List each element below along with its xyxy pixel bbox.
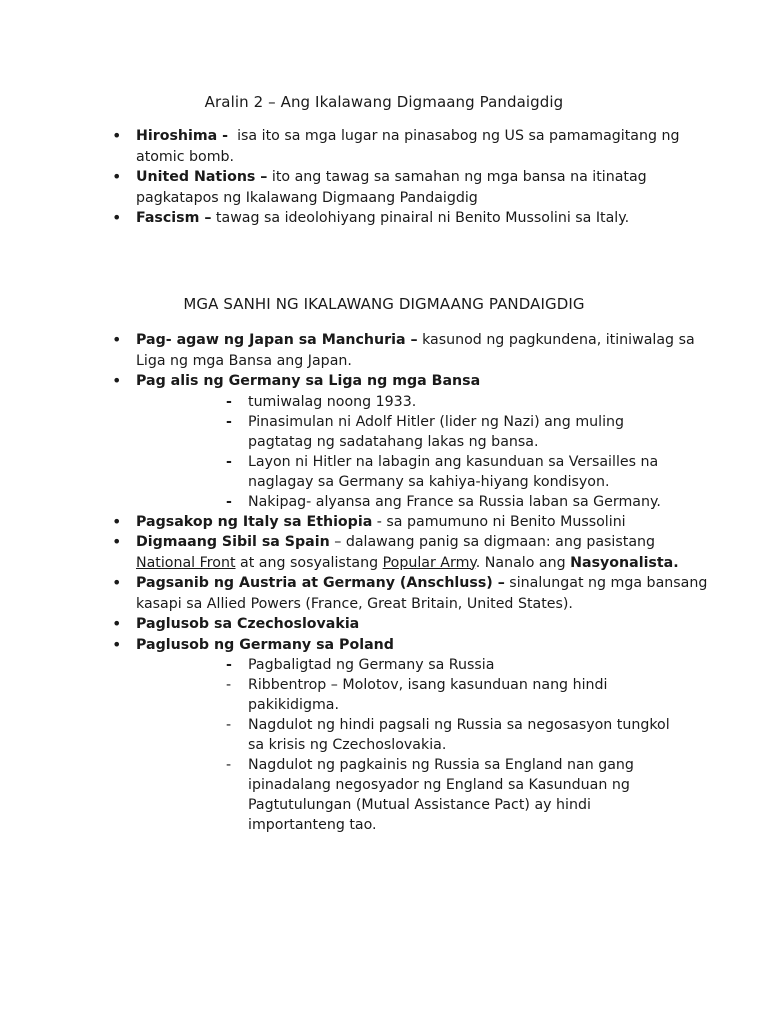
list-item — [136, 330, 716, 371]
list-item — [136, 532, 716, 573]
term: Fascism – — [136, 210, 212, 226]
underlined-term: Popular Army — [382, 554, 476, 571]
description: - sa pamumuno ni Benito Mussolini — [372, 513, 626, 530]
term: Paglusob ng Germany sa Poland — [136, 636, 394, 653]
sub-item: - Nakipag- alyansa ang France sa Russia laban sa Germany. — [248, 492, 688, 512]
sub-item: - Layon ni Hitler na labagin ang kasunduan sa Versailles na naglagay sa Germany sa kahiya-hiyang kondisyon. — [248, 452, 688, 492]
section-title: MGA SANHI NG IKALAWANG DIGMAANG PANDAIGDIG — [183, 295, 585, 313]
definition: ito ang tawag sa samahan ng mga bansa na itinatag pagkatapos ng Ikalawang Digmaang Pandaigdig — [136, 169, 647, 206]
sub-item: - Pagbaligtad ng Germany sa Russia — [248, 655, 688, 675]
term: Hiroshima - — [136, 128, 229, 144]
sub-item: - Pinasimulan ni Adolf Hitler (lider ng Nazi) ang muling pagtatag ng sadatahang lakas ng bansa. — [248, 412, 688, 452]
definitions-list — [136, 126, 716, 229]
lesson-title: Aralin 2 – Ang Ikalawang Digmaang Pandaigdig — [204, 93, 564, 111]
description: at ang sosyalistang — [235, 554, 383, 571]
list-item — [136, 126, 716, 167]
term: Paglusob sa Czechoslovakia — [136, 616, 360, 632]
term: Pagsakop ng Italy sa Ethiopia — [136, 513, 373, 530]
term: United Nations – — [136, 169, 268, 185]
underlined-term: National Front — [136, 554, 236, 571]
causes-list — [136, 330, 716, 835]
sub-item: - tumiwalag noong 1933. — [248, 392, 688, 412]
sub-list — [248, 655, 688, 835]
definition: tawag sa ideolohiyang pinairal ni Benito Mussolini sa Italy. — [211, 210, 630, 226]
term: Pagsanib ng Austria at Germany (Anschluss) – — [136, 575, 505, 591]
description: sinalungat ng mga bansang kasapi sa Allied Powers (France, Great Britain, United States). — [136, 575, 708, 612]
list-item — [136, 512, 716, 533]
list-item — [136, 573, 716, 614]
sub-item: - Ribbentrop – Molotov, isang kasunduan nang hindi pakikidigma. — [248, 675, 688, 715]
sub-item: - Nagdulot ng hindi pagsali ng Russia sa negosasyon tungkol sa krisis ng Czechoslovakia. — [248, 715, 688, 755]
list-item — [136, 371, 716, 512]
list-item — [136, 614, 716, 635]
list-item — [136, 635, 716, 836]
term: Pag- agaw ng Japan sa Manchuria – — [136, 332, 418, 348]
term: Digmaang Sibil sa Spain — [136, 534, 330, 550]
description: . Nanalo ang — [475, 554, 571, 571]
term: Pag alis ng Germany sa Liga ng mga Bansa — [136, 373, 481, 389]
description: kasunod ng pagkundena, itiniwalag sa Liga ng mga Bansa ang Japan. — [136, 332, 695, 369]
definition: isa ito sa mga lugar na pinasabog ng US sa pamamagitang ng atomic bomb. — [136, 128, 685, 165]
term: Nasyonalista. — [570, 554, 679, 571]
sub-item: - Nagdulot ng pagkainis ng Russia sa England nan gang ipinadalang negosyador ng England sa Kasunduan ng Pagtutulungan (Mutual Assistance Pact) ay hindi importanteng tao. — [248, 755, 688, 835]
list-item — [136, 208, 716, 229]
description: – dalawang panig sa digmaan: ang pasistang — [329, 534, 656, 550]
list-item — [136, 167, 716, 208]
sub-list — [248, 392, 688, 512]
